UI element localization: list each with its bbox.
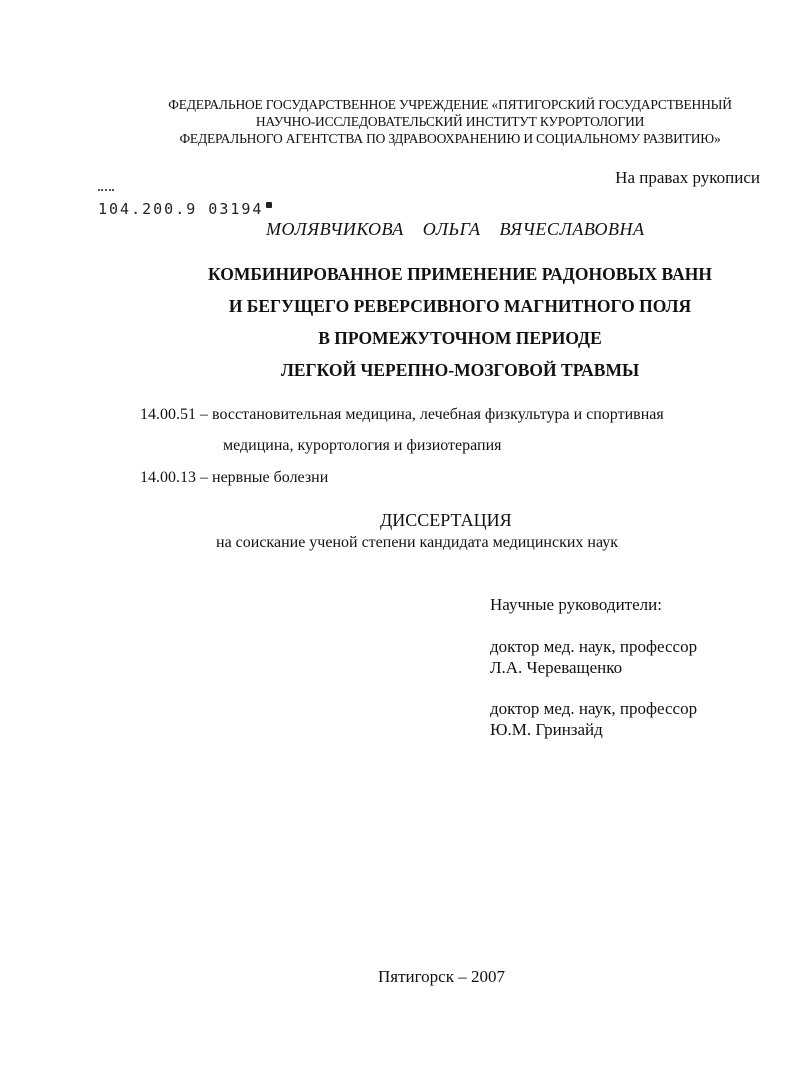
- institution-header: [60, 96, 792, 147]
- stamp-number-text: 104.200.9 03194: [98, 200, 264, 218]
- advisor-1: [490, 636, 697, 678]
- dissertation-subtitle: на соискание ученой степени кандидата медицинских наук: [216, 534, 619, 551]
- advisor-2-degree: доктор мед. наук, профессор: [490, 699, 698, 718]
- specialty-1-line-1: 14.00.51 – восстановительная медицина, лечебная физкультура и спортивная: [140, 406, 664, 423]
- title-line-3: В ПРОМЕЖУТОЧНОМ ПЕРИОДЕ: [318, 328, 602, 348]
- title-line-1: КОМБИНИРОВАННОЕ ПРИМЕНЕНИЕ РАДОНОВЫХ ВАНН: [207, 264, 712, 284]
- author-name: МОЛЯВЧИКОВА ОЛЬГА ВЯЧЕСЛАВОВНА: [266, 219, 645, 239]
- advisor-2-name: Ю.М. Гринзайд: [490, 720, 603, 739]
- specialty-1-line-2: медицина, курортология и физиотерапия: [223, 437, 502, 454]
- library-stamp-number: [98, 200, 272, 218]
- manuscript-rights-note: На правах рукописи: [615, 168, 760, 187]
- institution-line-1: ФЕДЕРАЛЬНОЕ ГОСУДАРСТВЕННОЕ УЧРЕЖДЕНИЕ «ПЯТИГОРСКИЙ ГОСУДАРСТВЕННЫЙ: [168, 97, 732, 112]
- title-line-2: И БЕГУЩЕГО РЕВЕРСИВНОГО МАГНИТНОГО ПОЛЯ: [228, 296, 692, 316]
- stamp-dot-icon: [266, 202, 272, 208]
- city-year: Пятигорск – 2007: [378, 967, 505, 986]
- specialty-2: 14.00.13 – нервные болезни: [140, 469, 329, 486]
- title-line-4: ЛЕГКОЙ ЧЕРЕПНО-МОЗГОВОЙ ТРАВМЫ: [280, 360, 640, 380]
- advisor-2: [490, 698, 697, 740]
- stamp-marks: [98, 189, 114, 194]
- advisor-1-name: Л.А. Череващенко: [490, 658, 623, 677]
- institution-line-3: ФЕДЕРАЛЬНОГО АГЕНТСТВА ПО ЗДРАВООХРАНЕНИЮ И СОЦИАЛЬНОМУ РАЗВИТИЮ»: [179, 131, 721, 146]
- institution-line-2: НАУЧНО-ИССЛЕДОВАТЕЛЬСКИЙ ИНСТИТУТ КУРОРТОЛОГИИ: [255, 114, 645, 129]
- dissertation-title: [60, 258, 792, 386]
- advisor-1-degree: доктор мед. наук, профессор: [490, 637, 698, 656]
- dissertation-heading: ДИССЕРТАЦИЯ: [380, 510, 512, 530]
- advisors-heading: Научные руководители:: [490, 595, 662, 614]
